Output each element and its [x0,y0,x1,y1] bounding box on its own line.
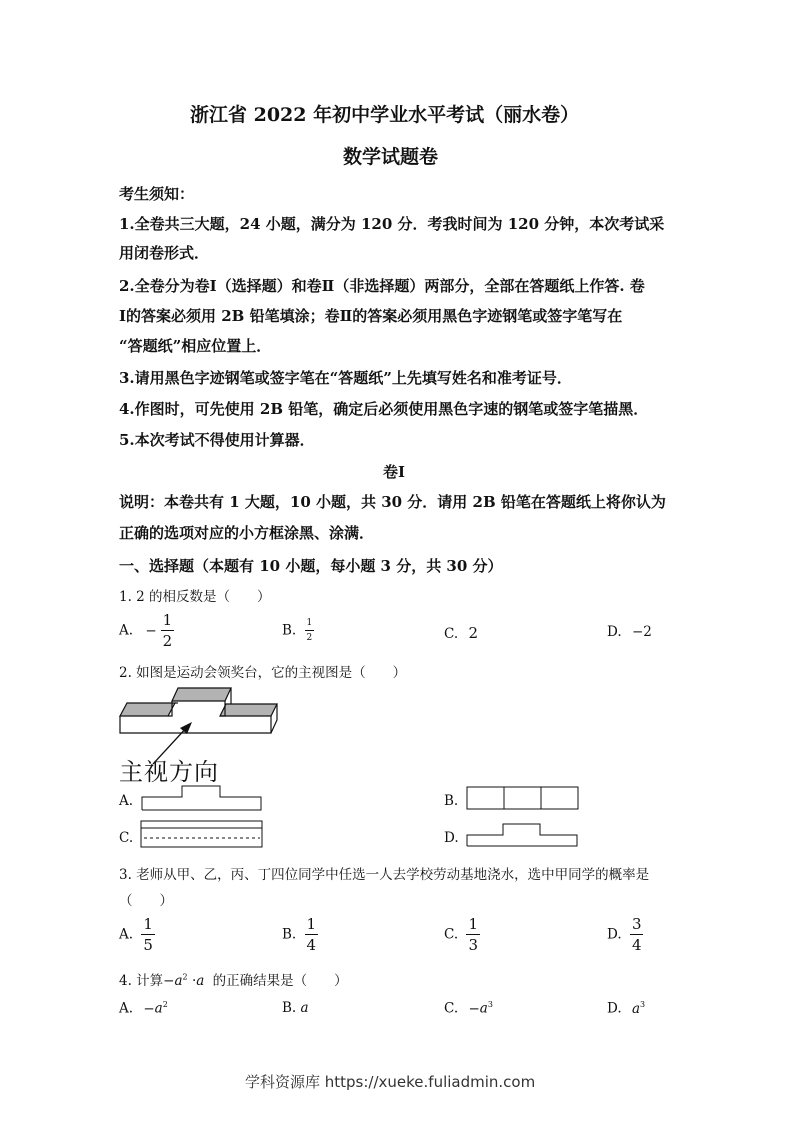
part-heading: 一、选择题（本题有 10 小题，每小题 3 分，共 30 分） [119,557,503,575]
section-desc: 正确的选项对应的小方框涂黑、涂满． [119,524,375,542]
podium-figure [118,686,283,741]
section-desc: 说明：本卷共有 1 大题，10 小题，共 30 分．请用 2B 铅笔在答题纸上将你认为 [119,493,666,511]
question-1-stem: 1. 2 的相反数是（ ） [119,589,271,605]
notice-line: 3.请用黑色字迹钢笔或签字笔在“答题纸”上先填写姓名和准考证号． [119,369,572,387]
q3-option-c: C. $\frac{1}{3}$ [444,915,478,954]
q2-option-b-label: B. [444,793,459,809]
q4-option-b: B. a [282,1000,309,1016]
q2-option-d-figure [466,823,580,849]
q2-option-a-figure [141,785,263,813]
q3-option-b: B. $\frac{1}{4}$ [282,915,317,954]
q2-option-c-label: C. [119,830,134,846]
q2-option-a-label: A. [119,793,134,809]
q1-option-c: C. 2 [444,624,478,642]
page-title: 浙江省 2022 年初中学业水平考试（丽水卷） [190,104,580,126]
q3-option-d: D. $\frac{3}{4}$ [607,915,642,954]
notice-line: 1.全卷共三大题，24 小题，满分为 120 分．考我时间为 120 分钟，本次考试采 [119,215,665,233]
q2-option-d-label: D. [444,830,459,846]
q4-option-c: C. $-a^3$ [444,1000,493,1017]
q2-option-c-figure [140,820,264,850]
notice-heading: 考生须知： [119,185,195,203]
footer-watermark: 学科资源库 https://xueke.fuliadmin.com [245,1073,536,1091]
notice-line: 2.全卷分为卷Ⅰ（选择题）和卷Ⅱ（非选择题）两部分，全部在答题纸上作答. 卷 [119,277,645,295]
q3-option-a: A. $\frac{1}{5}$ [119,915,153,954]
q1-option-a: A. − $\frac{1}{2}$ [119,611,173,650]
q2-option-b-figure [466,786,580,812]
figure-caption: 主视方向 [119,758,219,786]
question-3-stem-cont: （ ） [119,893,173,909]
notice-line: Ⅰ的答案必须用 2B 铅笔填涂；卷Ⅱ的答案必须用黑色字迹钢笔或签字笔写在 [119,307,623,325]
q4-option-d: D. $a^3$ [607,1000,646,1017]
notice-line: 用闭卷形式． [119,244,210,262]
q4-option-a: A. $-a^2$ [119,1000,168,1017]
notice-line: 4.作图时，可先使用 2B 铅笔，确定后必须使用黑色字速的钢笔或签字笔描黑． [119,400,649,418]
q1-option-b: B. $\frac{1}{2}$ [282,618,313,643]
question-4-stem: 4. 计算$-a^2 \cdot a$ 的正确结果是（ ） [119,972,348,989]
question-2-stem: 2. 如图是运动会领奖台，它的主视图是（ ） [119,665,407,681]
page-subtitle: 数学试题卷 [343,146,439,168]
q1-option-d: D. −2 [607,624,652,640]
section-title: 卷Ⅰ [383,463,406,481]
notice-line: 5.本次考试不得使用计算器． [119,431,315,449]
notice-line: “答题纸”相应位置上． [119,337,272,355]
question-3-stem: 3. 老师从甲、乙，丙、丁四位同学中任选一人去学校劳动基地浇水，选中甲同学的概率是 [119,867,650,883]
